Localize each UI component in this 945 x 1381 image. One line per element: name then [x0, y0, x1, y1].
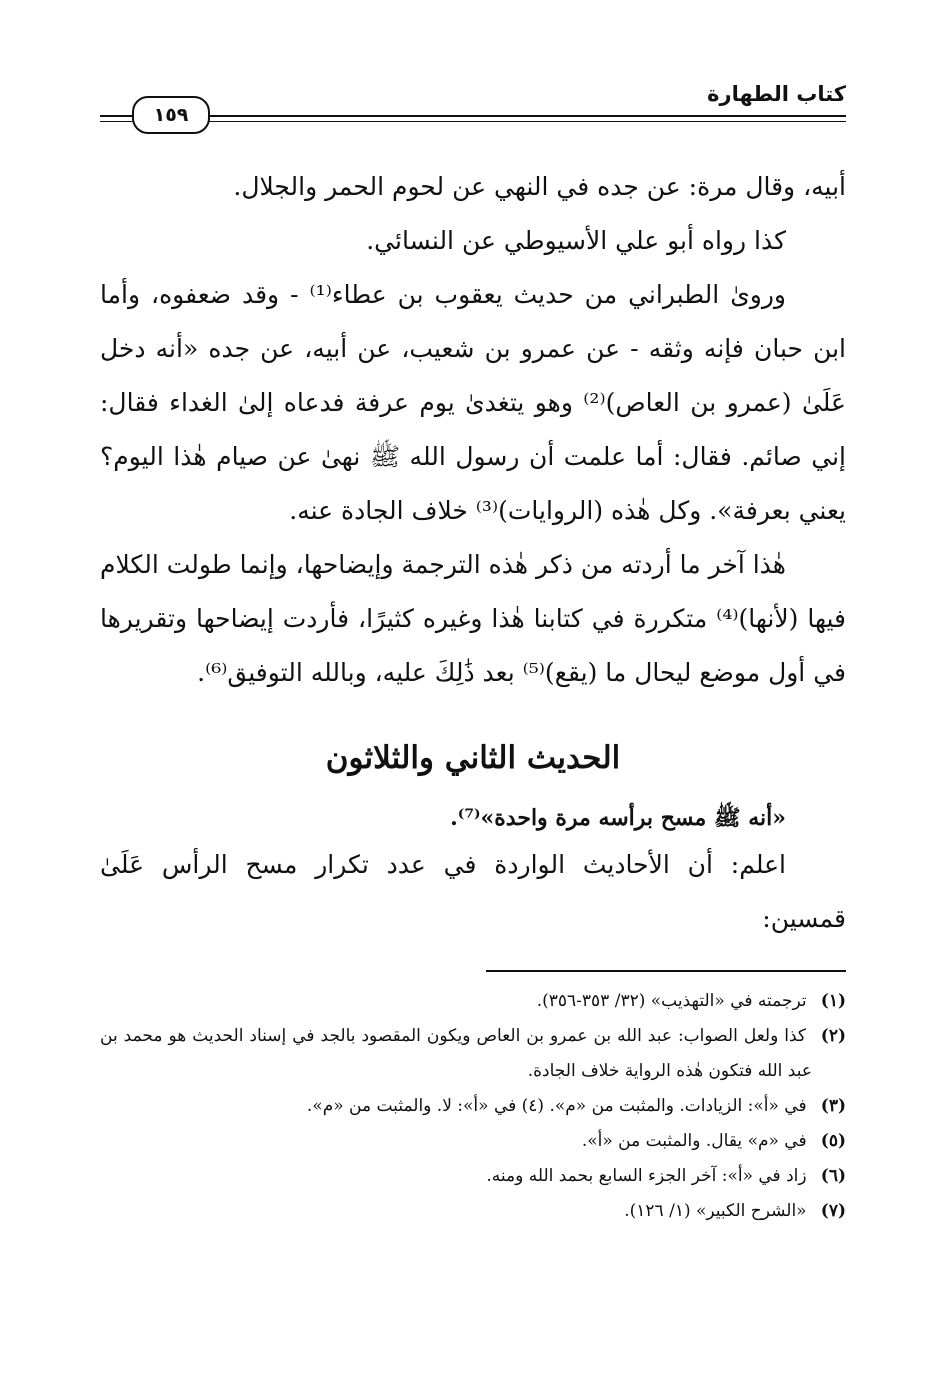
hadith-text: «أنه ﷺ مسح برأسه مرة واحدة»⁽⁷⁾. — [450, 805, 786, 831]
footnote — [100, 1194, 846, 1229]
page-number: ١٥٩ — [132, 96, 210, 134]
paragraph: وروىٰ الطبراني من حديث يعقوب بن عطاء⁽¹⁾ - وقد ضعفوه، وأما ابن حبان فإنه وثقه - عن عمرو بن شعيب، عن أبيه، عن جده «أنه دخل عَلَىٰ (عمرو بن العاص)⁽²⁾ وهو يتغدىٰ يوم عرفة فدعاه إلىٰ الغداء فقال: إني صائم. فقال: أما علمت أن رسول الله ﷺ نهىٰ عن صيام هٰذا اليوم؟ يعني بعرفة». وكل هٰذه (الروايات)⁽³⁾ خلاف الجادة عنه. — [100, 280, 846, 525]
footnote-number: (١) — [820, 991, 846, 1011]
footnote — [100, 984, 846, 1019]
footnote-number: (٦) — [820, 1166, 846, 1186]
footnote-separator — [486, 970, 846, 972]
footnote-text: «الشرح الكبير» (١/ ١٢٦). — [624, 1201, 807, 1221]
paragraph: أبيه، وقال مرة: عن جده في النهي عن لحوم الحمر والجلال. — [233, 172, 846, 201]
footnote-text: زاد في «أ»: آخر الجزء السابع بحمد الله ومنه. — [486, 1166, 807, 1186]
running-title: كتاب الطهارة — [701, 82, 846, 106]
main-text-continued — [100, 838, 846, 946]
main-text — [100, 160, 846, 700]
footnote — [100, 1089, 846, 1124]
footnote-number: (٢) — [820, 1026, 846, 1046]
page-header — [100, 82, 846, 130]
footnotes — [100, 984, 846, 1229]
footnote-text: في «أ»: الزيادات. والمثبت من «م». (٤) في «أ»: لا. والمثبت من «م». — [306, 1096, 807, 1116]
footnote-number: (٥) — [820, 1131, 846, 1151]
footnote-text: كذا ولعل الصواب: عبد الله بن عمرو بن العاص ويكون المقصود بالجد في إسناد الحديث هو محمد بن عبد الله فتكون هٰذه الرواية خلاف الجادة. — [100, 1026, 812, 1081]
footnote-number: (٣) — [820, 1096, 846, 1116]
paragraph: اعلم: أن الأحاديث الواردة في عدد تكرار مسح الرأس عَلَىٰ قمسين: — [100, 850, 846, 933]
footnote-number: (٧) — [820, 1201, 846, 1221]
paragraph: هٰذا آخر ما أردته من ذكر هٰذه الترجمة وإيضاحها، وإنما طولت الكلام فيها (لأنها)⁽⁴⁾ متكررة في كتابنا هٰذا وغيره كثيرًا، فأردت إيضاحها وتقريرها في أول موضع ليحال ما (يقع)⁽⁵⁾ بعد ذَٰلِكَ عليه، وبالله التوفيق⁽⁶⁾. — [100, 550, 846, 687]
footnote-text: ترجمته في «التهذيب» (٣٢/ ٣٥٣-٣٥٦). — [536, 991, 807, 1011]
footnote-text: في «م» يقال. والمثبت من «أ». — [581, 1131, 807, 1151]
section-heading: الحديث الثاني والثلاثون — [325, 740, 621, 776]
paragraph: كذا رواه أبو علي الأسيوطي عن النسائي. — [366, 226, 786, 255]
header-rule-thin — [100, 121, 846, 122]
footnote — [100, 1019, 846, 1089]
footnote — [100, 1159, 846, 1194]
footnote — [100, 1124, 846, 1159]
header-rule-thick — [100, 115, 846, 117]
